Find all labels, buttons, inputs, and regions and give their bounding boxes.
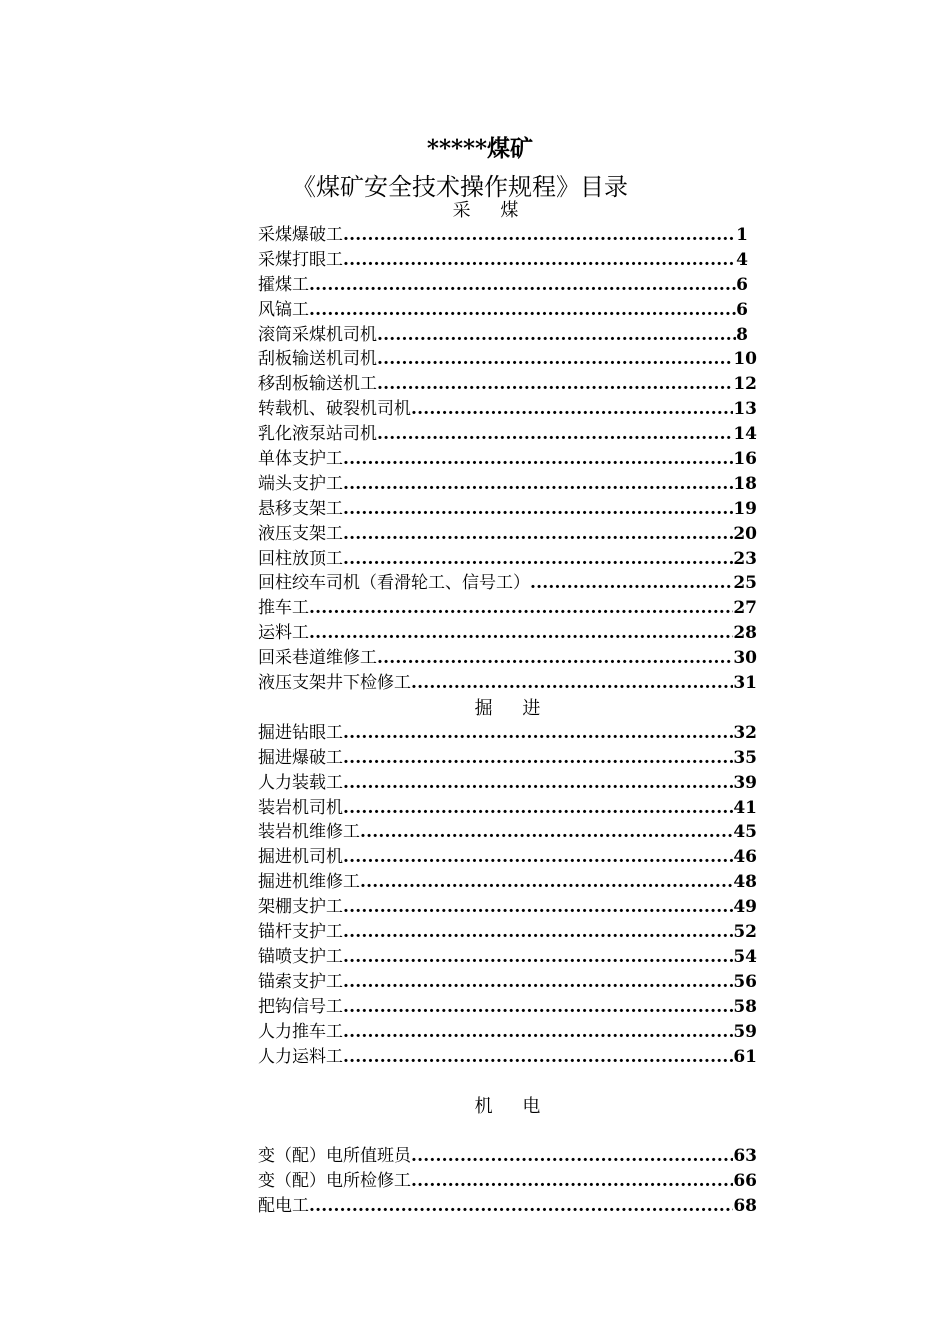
toc-entry-page-number: 30 xyxy=(733,648,757,669)
toc-entry[interactable] xyxy=(258,596,757,621)
toc-entry-title: 回柱放顶工 xyxy=(258,548,343,569)
dot-leader xyxy=(343,497,733,522)
toc-entry-page-number: 58 xyxy=(733,996,757,1017)
dot-leader xyxy=(343,771,733,796)
dot-leader xyxy=(411,671,733,696)
toc-entry-title: 锚喷支护工 xyxy=(258,946,343,967)
table-of-contents xyxy=(258,198,757,1219)
toc-entry-title: 变（配）电所值班员 xyxy=(258,1146,411,1167)
dot-leader xyxy=(309,1194,733,1219)
dot-leader xyxy=(309,298,736,323)
toc-entry-page-number: 12 xyxy=(733,374,757,395)
toc-entry[interactable] xyxy=(258,721,757,746)
toc-entry[interactable] xyxy=(258,372,757,397)
toc-entry[interactable] xyxy=(258,422,757,447)
section-entries xyxy=(258,1144,757,1219)
toc-entry[interactable] xyxy=(258,323,748,348)
toc-entry-title: 采煤打眼工 xyxy=(258,249,343,270)
toc-entry-page-number: 6 xyxy=(736,299,748,320)
dot-leader xyxy=(377,323,736,348)
toc-entry-page-number: 20 xyxy=(733,523,757,544)
toc-entry[interactable] xyxy=(258,796,757,821)
toc-entry-page-number: 63 xyxy=(733,1146,757,1167)
dot-leader xyxy=(343,746,733,771)
toc-entry-page-number: 1 xyxy=(736,225,748,245)
dot-leader xyxy=(309,596,733,621)
toc-entry-page-number: 28 xyxy=(733,623,757,644)
toc-entry-title: 悬移支架工 xyxy=(258,498,343,519)
toc-entry[interactable] xyxy=(258,571,757,596)
toc-entry-title: 攉煤工 xyxy=(258,274,309,295)
toc-entry-title: 锚杆支护工 xyxy=(258,922,343,943)
toc-entry-page-number: 54 xyxy=(733,946,757,967)
dot-leader xyxy=(377,422,733,447)
toc-entry-title: 掘进钻眼工 xyxy=(258,722,343,743)
toc-entry[interactable] xyxy=(258,920,757,945)
toc-entry[interactable] xyxy=(258,945,757,970)
dot-leader xyxy=(360,870,733,895)
document-subtitle: 《煤矿安全技术操作规程》目录 xyxy=(292,173,628,201)
toc-entry[interactable] xyxy=(258,273,748,298)
toc-entry-title: 变（配）电所检修工 xyxy=(258,1171,411,1192)
toc-entry-title: 锚索支护工 xyxy=(258,971,343,992)
toc-entry-page-number: 6 xyxy=(736,274,748,295)
toc-entry[interactable] xyxy=(258,472,757,497)
toc-entry[interactable] xyxy=(258,1194,757,1219)
toc-entry-page-number: 27 xyxy=(733,598,757,619)
toc-entry-title: 滚筒采煤机司机 xyxy=(258,324,377,345)
toc-entry-page-number: 16 xyxy=(733,449,757,470)
toc-entry-page-number: 8 xyxy=(736,324,748,345)
toc-entry[interactable] xyxy=(258,671,757,696)
dot-leader xyxy=(343,796,733,821)
toc-entry[interactable] xyxy=(258,621,757,646)
toc-entry[interactable] xyxy=(258,547,757,572)
section-heading: 机 电 xyxy=(474,1096,553,1118)
toc-entry-page-number: 39 xyxy=(733,772,757,793)
toc-entry[interactable] xyxy=(258,447,757,472)
toc-entry-title: 回柱绞车司机（看滑轮工、信号工） xyxy=(258,573,530,594)
toc-entry[interactable] xyxy=(258,298,748,323)
toc-entry-page-number: 45 xyxy=(733,822,757,843)
toc-entry-title: 掘进爆破工 xyxy=(258,747,343,768)
toc-entry-title: 刮板输送机司机 xyxy=(258,349,377,370)
toc-entry-title: 液压支架井下检修工 xyxy=(258,673,411,694)
toc-entry-title: 人力运料工 xyxy=(258,1046,343,1067)
dot-leader xyxy=(343,1020,733,1045)
toc-entry-page-number: 31 xyxy=(733,673,757,694)
toc-entry[interactable] xyxy=(258,397,757,422)
toc-entry-page-number: 46 xyxy=(733,847,757,868)
toc-entry-title: 乳化液泵站司机 xyxy=(258,424,377,445)
toc-entry[interactable] xyxy=(258,845,757,870)
toc-entry-title: 移刮板输送机工 xyxy=(258,374,377,395)
dot-leader xyxy=(343,970,733,995)
toc-entry-title: 推车工 xyxy=(258,598,309,619)
dot-leader xyxy=(343,248,736,273)
toc-entry[interactable] xyxy=(258,223,748,248)
toc-entry-title: 端头支护工 xyxy=(258,473,343,494)
dot-leader xyxy=(343,995,733,1020)
toc-entry-title: 掘进机司机 xyxy=(258,847,343,868)
toc-entry[interactable] xyxy=(258,497,757,522)
dot-leader xyxy=(411,397,733,422)
toc-entry-page-number: 59 xyxy=(733,1021,757,1042)
dot-leader xyxy=(343,472,733,497)
toc-entry-page-number: 68 xyxy=(733,1196,757,1217)
dot-leader xyxy=(377,347,733,372)
dot-leader xyxy=(309,273,736,298)
document-title: *****煤矿 xyxy=(426,135,534,162)
toc-entry-page-number: 35 xyxy=(733,747,757,768)
toc-entry-title: 风镐工 xyxy=(258,299,309,320)
toc-entry-title: 掘进机维修工 xyxy=(258,872,360,893)
toc-entry-page-number: 32 xyxy=(733,722,757,743)
dot-leader xyxy=(343,895,733,920)
dot-leader xyxy=(377,646,733,671)
toc-entry-page-number: 56 xyxy=(733,971,757,992)
dot-leader xyxy=(343,920,733,945)
toc-entry[interactable] xyxy=(258,646,757,671)
toc-entry-page-number: 19 xyxy=(733,498,757,519)
dot-leader xyxy=(411,1144,733,1169)
toc-entry-page-number: 10 xyxy=(733,349,757,370)
toc-entry-title: 转载机、破裂机司机 xyxy=(258,399,411,420)
toc-entry-title: 单体支护工 xyxy=(258,449,343,470)
dot-leader xyxy=(343,447,733,472)
toc-entry[interactable] xyxy=(258,347,757,372)
dot-leader xyxy=(343,522,733,547)
toc-entry-page-number: 66 xyxy=(733,1171,757,1192)
toc-entry[interactable] xyxy=(258,1144,757,1169)
toc-entry[interactable] xyxy=(258,248,748,273)
toc-entry-title: 人力装载工 xyxy=(258,772,343,793)
section-entries xyxy=(258,721,757,1069)
toc-entry[interactable] xyxy=(258,771,757,796)
toc-entry-title: 液压支架工 xyxy=(258,523,343,544)
dot-leader xyxy=(411,1169,733,1194)
toc-entry-page-number: 23 xyxy=(733,548,757,569)
toc-entry-title: 架棚支护工 xyxy=(258,897,343,918)
dot-leader xyxy=(343,223,736,248)
toc-entry-title: 装岩机维修工 xyxy=(258,822,360,843)
dot-leader xyxy=(343,721,733,746)
dot-leader xyxy=(343,547,733,572)
toc-entry-title: 采煤爆破工 xyxy=(258,225,343,245)
toc-entry[interactable] xyxy=(258,746,757,771)
dot-leader xyxy=(377,372,733,397)
section-heading: 采 煤 xyxy=(452,200,531,221)
toc-entry-page-number: 14 xyxy=(733,424,757,445)
toc-entry[interactable] xyxy=(258,995,757,1020)
dot-leader xyxy=(309,621,733,646)
toc-entry-title: 人力推车工 xyxy=(258,1021,343,1042)
toc-entry[interactable] xyxy=(258,820,757,845)
toc-entry-title: 回采巷道维修工 xyxy=(258,648,377,669)
toc-entry-page-number: 25 xyxy=(733,573,757,594)
toc-entry-title: 配电工 xyxy=(258,1196,309,1217)
section-entries xyxy=(258,223,757,696)
toc-entry[interactable] xyxy=(258,895,757,920)
toc-entry[interactable] xyxy=(258,970,757,995)
toc-entry-title: 把钩信号工 xyxy=(258,996,343,1017)
toc-entry[interactable] xyxy=(258,1020,757,1045)
toc-entry-page-number: 13 xyxy=(733,399,757,420)
toc-entry[interactable] xyxy=(258,522,757,547)
toc-entry[interactable] xyxy=(258,1169,757,1194)
toc-entry-page-number: 61 xyxy=(733,1046,757,1067)
toc-entry-page-number: 4 xyxy=(736,249,748,270)
toc-entry-title: 运料工 xyxy=(258,623,309,644)
toc-entry[interactable] xyxy=(258,1045,757,1070)
toc-entry-page-number: 48 xyxy=(733,872,757,893)
toc-entry-title: 装岩机司机 xyxy=(258,797,343,818)
toc-entry-page-number: 18 xyxy=(733,473,757,494)
toc-entry-page-number: 49 xyxy=(733,897,757,918)
dot-leader xyxy=(530,571,733,596)
dot-leader xyxy=(343,945,733,970)
toc-entry[interactable] xyxy=(258,870,757,895)
dot-leader xyxy=(343,845,733,870)
dot-leader xyxy=(343,1045,733,1070)
section-heading: 掘 进 xyxy=(474,697,553,719)
toc-entry-page-number: 41 xyxy=(733,797,757,818)
toc-entry-page-number: 52 xyxy=(733,922,757,943)
dot-leader xyxy=(360,820,733,845)
